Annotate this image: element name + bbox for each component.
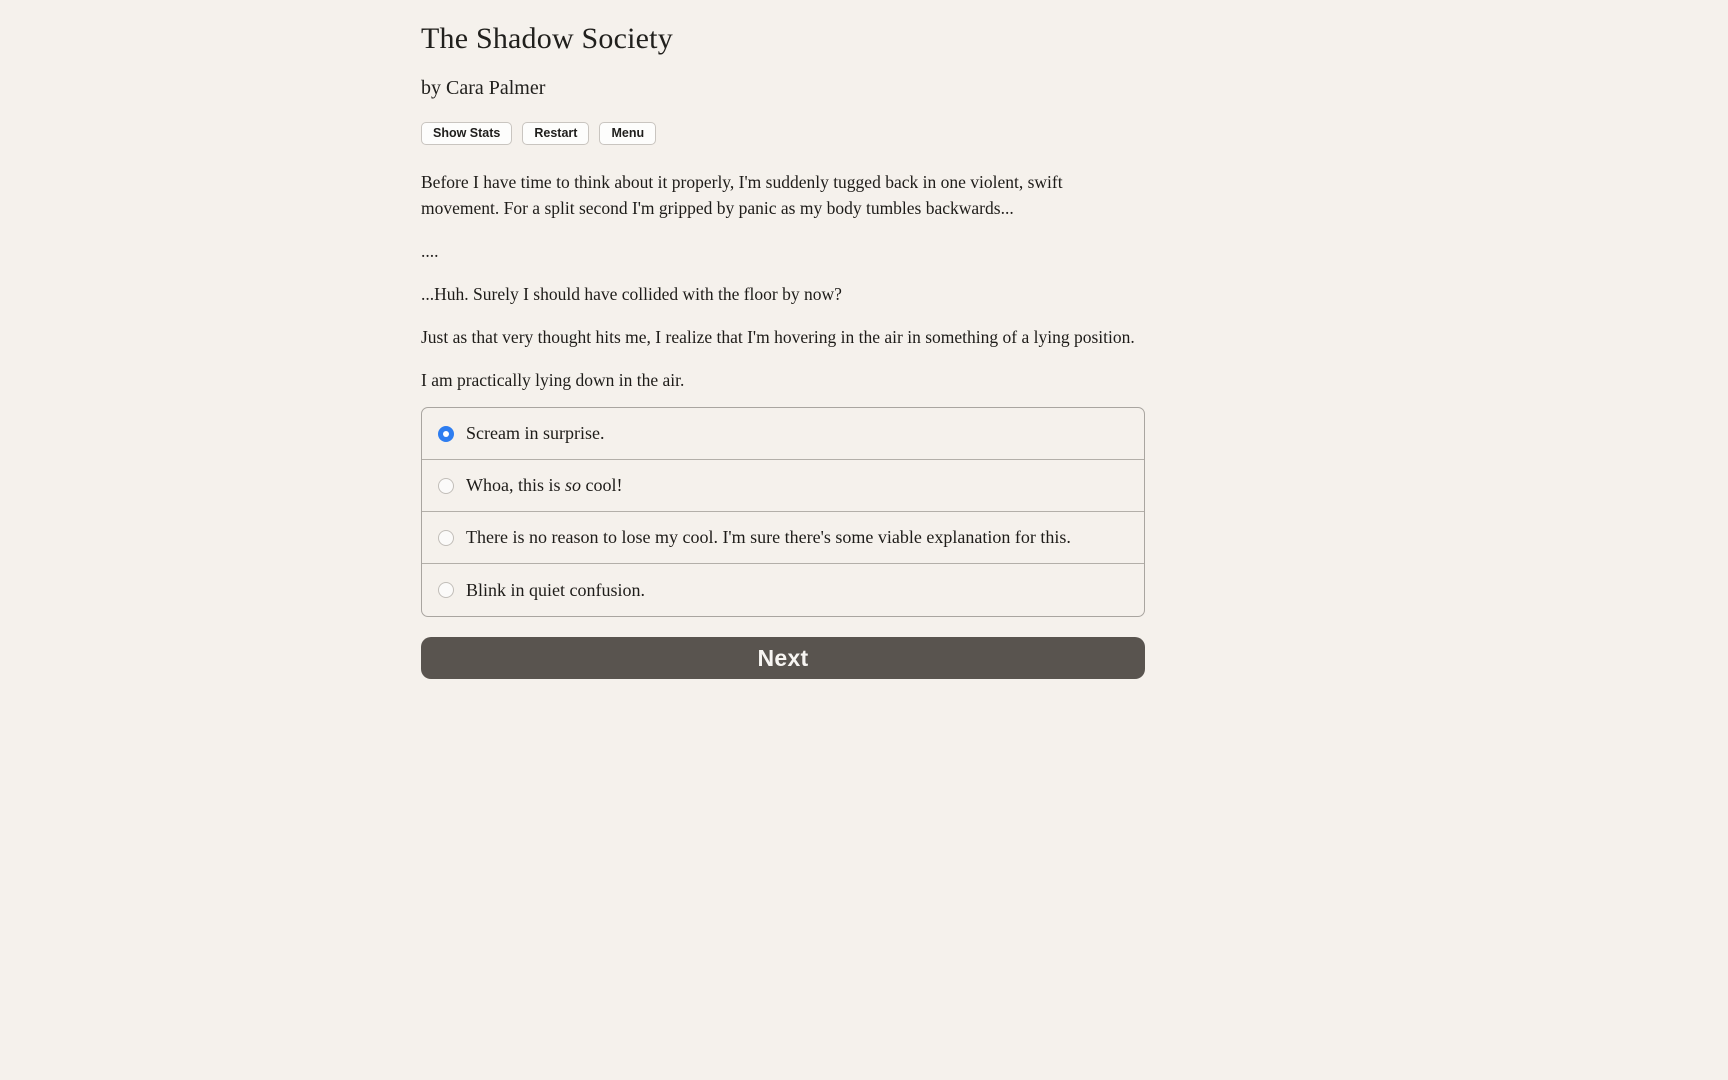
choice-radio[interactable] xyxy=(438,478,454,494)
choice-group xyxy=(421,407,1145,617)
restart-button[interactable]: Restart xyxy=(522,122,589,145)
toolbar xyxy=(421,122,1145,145)
choice-radio[interactable] xyxy=(438,426,454,442)
story-paragraph: ...Huh. Surely I should have collided with the floor by now? xyxy=(421,284,842,304)
page-title: The Shadow Society xyxy=(421,22,673,55)
choice-option-blink-confusion[interactable] xyxy=(422,564,1144,616)
menu-button[interactable]: Menu xyxy=(599,122,656,145)
choice-option-whoa-cool[interactable] xyxy=(422,460,1144,512)
story-paragraph: .... xyxy=(421,241,439,261)
choice-label: Blink in quiet confusion. xyxy=(466,579,645,600)
story-paragraph: Before I have time to think about it properly, I'm suddenly tugged back in one violent, swift movement. For a split second I'm gripped by panic as my body tumbles backwards... xyxy=(421,172,1063,218)
story-paragraph: Just as that very thought hits me, I realize that I'm hovering in the air in something of a lying position. xyxy=(421,327,1135,347)
choice-option-no-reason-lose-cool[interactable] xyxy=(422,512,1144,564)
next-button[interactable]: Next xyxy=(421,637,1145,679)
choice-radio[interactable] xyxy=(438,582,454,598)
story-paragraph: I am practically lying down in the air. xyxy=(421,370,685,390)
choice-radio[interactable] xyxy=(438,530,454,546)
choice-label: Whoa, this is so cool! xyxy=(466,475,623,495)
author-byline: by Cara Palmer xyxy=(421,77,546,99)
choice-label: Scream in surprise. xyxy=(466,423,605,443)
choice-option-scream[interactable] xyxy=(422,408,1144,460)
choice-label: There is no reason to lose my cool. I'm sure there's some viable explanation for this. xyxy=(466,527,1071,547)
game-content xyxy=(421,22,1145,679)
story-text xyxy=(421,169,1145,393)
show-stats-button[interactable]: Show Stats xyxy=(421,122,512,145)
